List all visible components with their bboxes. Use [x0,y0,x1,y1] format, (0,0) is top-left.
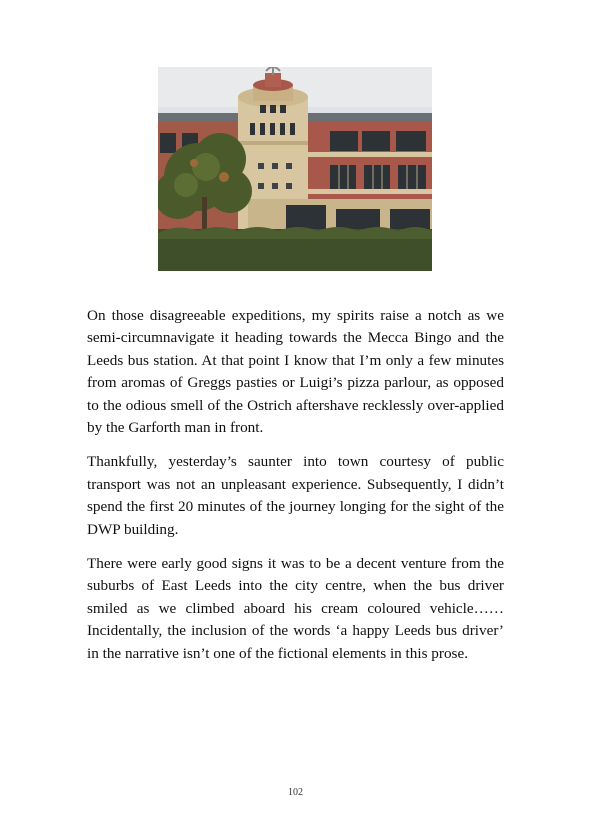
paragraph: On those disagreeable expeditions, my spirits raise a notch as we semi-circumnavigate it heading towards the Mecca Bingo and the Leeds bus station. At that point I know that I’m only a few minutes from aromas of Greggs pasties or Luigi’s pizza parlour, as opposed to the odious smell of the Ostrich aftershave recklessly over-applied by the Garforth man in front. [87,307,504,437]
paragraph: There were early good signs it was to be a decent venture from the suburbs of East Leeds into the city centre, when the bus driver smiled as we climbed aboard his cream coloured vehicle…… Incidentally, the inclusion of the words ‘a happy Leeds bus driver’ in the narrative isn’t one of the fictional elements in this prose. [87,555,504,662]
body-text [87,305,504,677]
page-number: 102 [288,787,303,798]
paragraph: Thankfully, yesterday’s saunter into town courtesy of public transport was not an unpleasant experience. Subsequently, I didn’t spend the first 20 minutes of the journey longing for the sight of the DWP building. [87,453,504,538]
building-photo [158,67,432,271]
